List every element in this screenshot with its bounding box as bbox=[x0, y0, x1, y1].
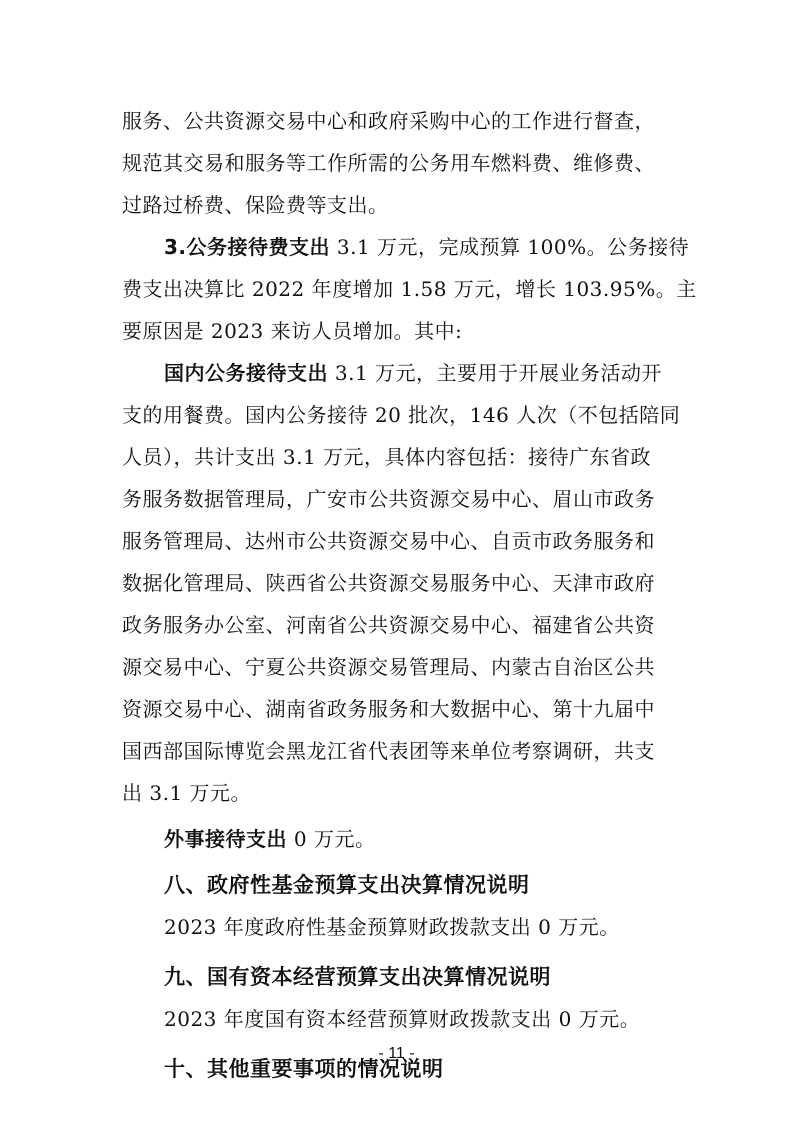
paragraph-line: 服务、公共资源交易中心和政府采购中心的工作进行督查， bbox=[122, 109, 655, 133]
paragraph-line bbox=[122, 226, 690, 268]
document-body bbox=[122, 100, 697, 1090]
vehicle-paragraph bbox=[122, 100, 673, 226]
paragraph-line: 服务管理局、达州市公共资源交易中心、自贡市政务服务和 bbox=[122, 529, 655, 553]
section-10-heading: 十、其他重要事项的情况说明 bbox=[164, 1057, 444, 1081]
section-8-text: 2023 年度政府性基金预算财政拨款支出 0 万元。 bbox=[164, 915, 620, 939]
paragraph-line: 资源交易中心、湖南省政务服务和大数据中心、第十九届中 bbox=[122, 697, 655, 721]
foreign-amount-text: 0 万元。 bbox=[287, 827, 376, 851]
paragraph-line: 过路过桥费、保险费等支出。 bbox=[122, 193, 389, 217]
paragraph-line: 人员），共计支出 3.1 万元，具体内容包括：接待广东省政 bbox=[122, 445, 652, 469]
paragraph-line: 政务服务办公室、河南省公共资源交易中心、福建省公共资 bbox=[122, 613, 655, 637]
paragraph-line bbox=[122, 352, 673, 394]
reception-paragraph bbox=[122, 226, 697, 352]
domestic-amount-text: 3.1 万元，主要用于开展业务活动开 bbox=[328, 361, 663, 385]
paragraph-line: 数据化管理局、陕西省公共资源交易服务中心、天津市政府 bbox=[122, 571, 655, 595]
section-9-text: 2023 年度国有资本经营预算财政拨款支出 0 万元。 bbox=[164, 1007, 641, 1031]
paragraph-line: 务服务数据管理局，广安市公共资源交易中心、眉山市政务 bbox=[122, 487, 655, 511]
reception-amount-text: 3.1 万元，完成预算 100%。公务接待 bbox=[330, 235, 690, 259]
domestic-reception-paragraph bbox=[122, 352, 681, 814]
paragraph-line: 费支出决算比 2022 年度增加 1.58 万元，增长 103.95%。主 bbox=[122, 277, 697, 301]
domestic-reception-title: 国内公务接待支出 bbox=[164, 361, 328, 385]
page-number: - 11 - bbox=[378, 1045, 415, 1062]
section-8-heading: 八、政府性基金预算支出决算情况说明 bbox=[164, 873, 530, 897]
paragraph-line: 国西部国际博览会黑龙江省代表团等来单位考察调研，共支 bbox=[122, 739, 655, 763]
foreign-reception-title: 外事接待支出 bbox=[164, 827, 287, 851]
paragraph-line: 出 3.1 万元。 bbox=[122, 781, 252, 805]
paragraph-line: 支的用餐费。国内公务接待 20 批次，146 人次（不包括陪同 bbox=[122, 403, 681, 427]
reception-title: 3.公务接待费支出 bbox=[164, 235, 331, 259]
paragraph-line: 规范其交易和服务等工作所需的公务用车燃料费、维修费、 bbox=[122, 151, 655, 175]
paragraph-line: 要原因是 2023 来访人员增加。其中: bbox=[122, 319, 463, 343]
section-9-heading: 九、国有资本经营预算支出决算情况说明 bbox=[164, 965, 551, 989]
paragraph-line: 源交易中心、宁夏公共资源交易管理局、内蒙古自治区公共 bbox=[122, 655, 655, 679]
foreign-reception-paragraph bbox=[122, 818, 673, 860]
